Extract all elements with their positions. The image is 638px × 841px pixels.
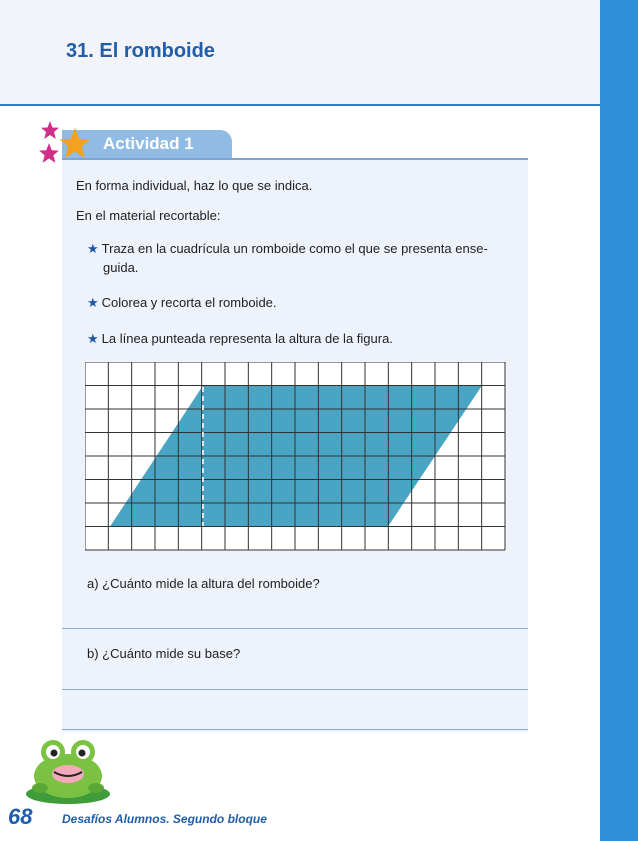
bullet-3-text: La línea punteada representa la altura de la figura. — [101, 331, 393, 346]
answer-line-a — [62, 628, 528, 629]
answer-line-b — [62, 689, 528, 690]
bullet-star-icon: ★ — [87, 295, 99, 310]
material-text: En el material recortable: — [76, 208, 221, 223]
answer-line-c — [62, 729, 528, 730]
intro-text: En forma individual, haz lo que se indica. — [76, 178, 313, 193]
header-rule — [0, 104, 600, 106]
footer-label: Desafíos Alumnos. Segundo bloque — [62, 812, 267, 826]
side-bar — [600, 0, 638, 841]
activity-tab-label: Actividad 1 — [103, 134, 194, 153]
star-orange-icon — [58, 126, 92, 160]
page-number: 68 — [8, 804, 33, 829]
frog-mascot-icon — [20, 736, 116, 806]
bullet-1 — [87, 241, 488, 257]
bullet-1-cont: guida. — [103, 260, 139, 275]
bullet-3 — [87, 331, 393, 347]
question-a: a) ¿Cuánto mide la altura del romboide? — [87, 576, 320, 591]
bullet-star-icon: ★ — [87, 331, 99, 346]
page-title: 31. El romboide — [66, 40, 215, 62]
bullet-1-text: Traza en la cuadrícula un romboide como el que se presenta ense- — [101, 241, 488, 256]
bullet-star-icon: ★ — [87, 241, 99, 256]
question-b: b) ¿Cuánto mide su base? — [87, 646, 241, 661]
grid-figure — [85, 362, 509, 552]
star-pink-icon — [40, 120, 60, 140]
bullet-2 — [87, 295, 277, 311]
bullet-2-text: Colorea y recorta el romboide. — [101, 295, 277, 310]
star-pink-icon — [38, 142, 60, 164]
